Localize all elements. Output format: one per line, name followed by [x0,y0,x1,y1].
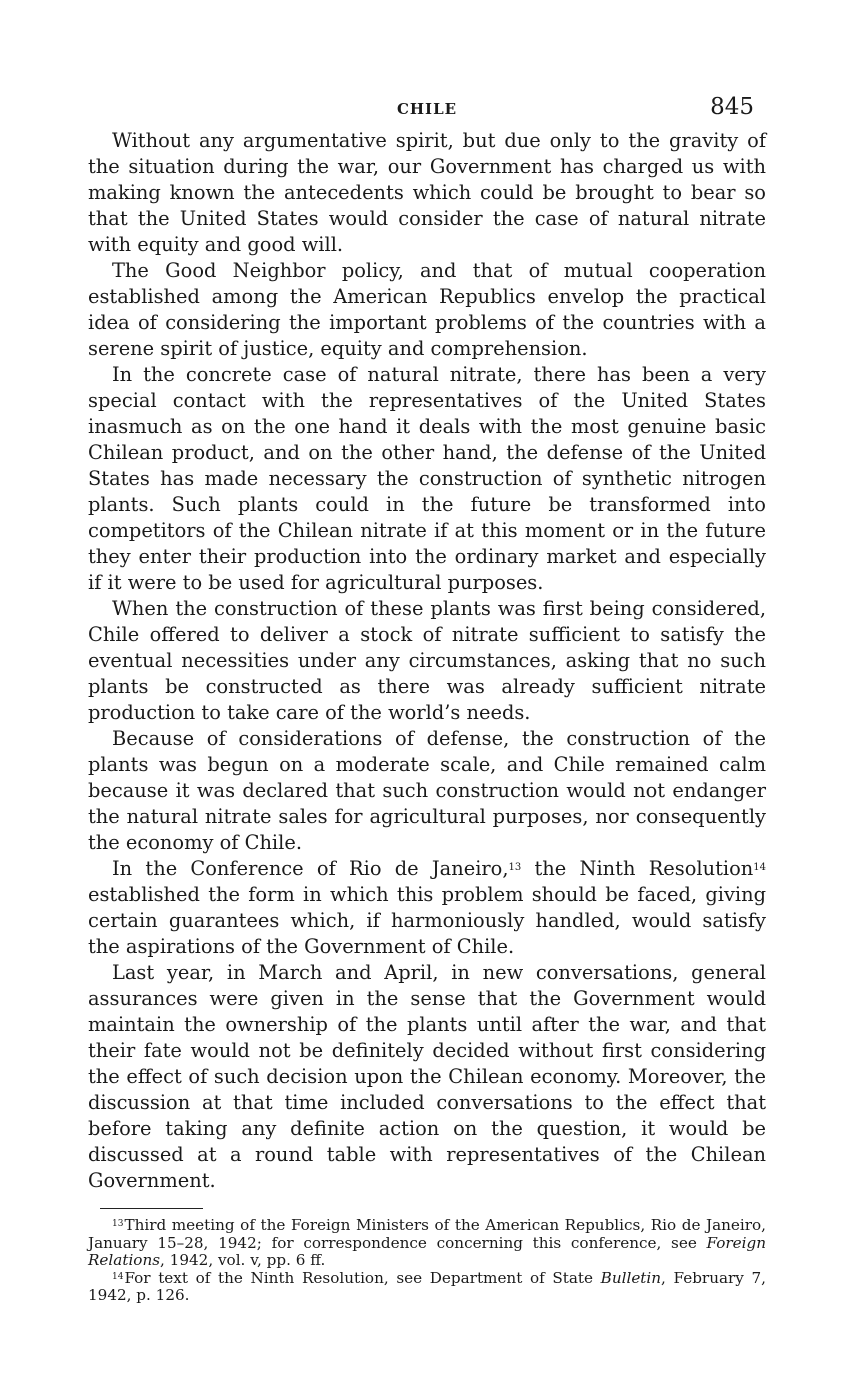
body-text [88,128,766,1194]
paragraph: Without any argumentative spirit, but due only to the gravity of the situation during the war, our Government has charged us with making known the antecedents which could be brought to bear so that the United States would consider the case of natural nitrate with equity and good will. [88,129,766,256]
paragraph-rio-conference [88,856,766,960]
paragraph: Because of considerations of defense, the construction of the plants was begun on a moderate scale, and Chile remained calm because it was declared that such construction would not endanger the natural nitrate sales for agricultural purposes, nor consequently the economy of Chile. [88,727,766,854]
running-title: CHILE [396,100,458,118]
paragraph: The Good Neighbor policy, and that of mutual cooperation established among the American Republics envelop the practical idea of considering the important problems of the countries with a serene spirit of justice, equity and comprehension. [88,259,766,360]
footnote-divider [100,1208,203,1209]
footnote-reference-14[interactable]: 14 [753,862,766,873]
footnote-mark: 14 [112,1271,124,1282]
paragraph: Last year, in March and April, in new conversations, general assurances were given in the sense that the Government would maintain the ownership of the plants until after the war, and that their fate would not be definitely decided without first considering the effect of such decision upon the Chilean economy. Moreover, the discussion at that time included conversations to the effect that before taking any definite action on the question, it would be discussed at a round table with representatives of the Chilean Government. [88,961,766,1192]
paragraph: In the concrete case of natural nitrate, there has been a very special contact with the representatives of the United States inasmuch as on the one hand it deals with the most genuine basic Chilean product, and on the other hand, the defense of the United States has made necessary the construction of synthetic nitrogen plants. Such plants could in the future be transformed into competitors of the Chilean nitrate if at this moment or in the future they enter their production into the ordinary market and especially if it were to be used for agricultural purposes. [88,363,766,594]
footnotes [88,1217,766,1305]
page-number: 845 [710,94,754,120]
footnote-italic-title: Bulletin [600,1268,662,1287]
paragraph-text: established the form in which this problem should be faced, giving certain guarantees which, if harmoniously handled, would satisfy the aspirations of the Government of Chile. [88,883,766,958]
footnote-text: Third meeting of the Foreign Ministers of the American Republics, Rio de Janeiro, January 15–28, 1942; for correspondence concerning this conference, see [88,1216,766,1252]
paragraph-text: the Ninth Resolution [521,857,754,880]
running-head [88,92,766,128]
document-page [88,92,766,1305]
footnote-text: , 1942, vol. v, pp. 6 ff. [160,1251,326,1269]
footnote-text: For text of the Ninth Resolution, see Department of State [124,1268,601,1287]
footnote-text: , February 7, 1942, p. 126. [88,1268,766,1304]
paragraph: When the construction of these plants was first being considered, Chile offered to deliver a stock of nitrate sufficient to satisfy the eventual necessities under any circumstances, asking that no such plants be constructed as there was already sufficient nitrate production to take care of the world’s needs. [88,597,766,724]
paragraph-text: In the Conference of Rio de Janeiro, [112,857,509,880]
footnote-14 [88,1270,766,1305]
footnote-mark: 13 [112,1219,124,1229]
footnote-italic-title: Foreign Relations [88,1233,766,1269]
footnote-reference-13[interactable]: 13 [508,862,522,873]
footnote-13 [88,1217,766,1270]
